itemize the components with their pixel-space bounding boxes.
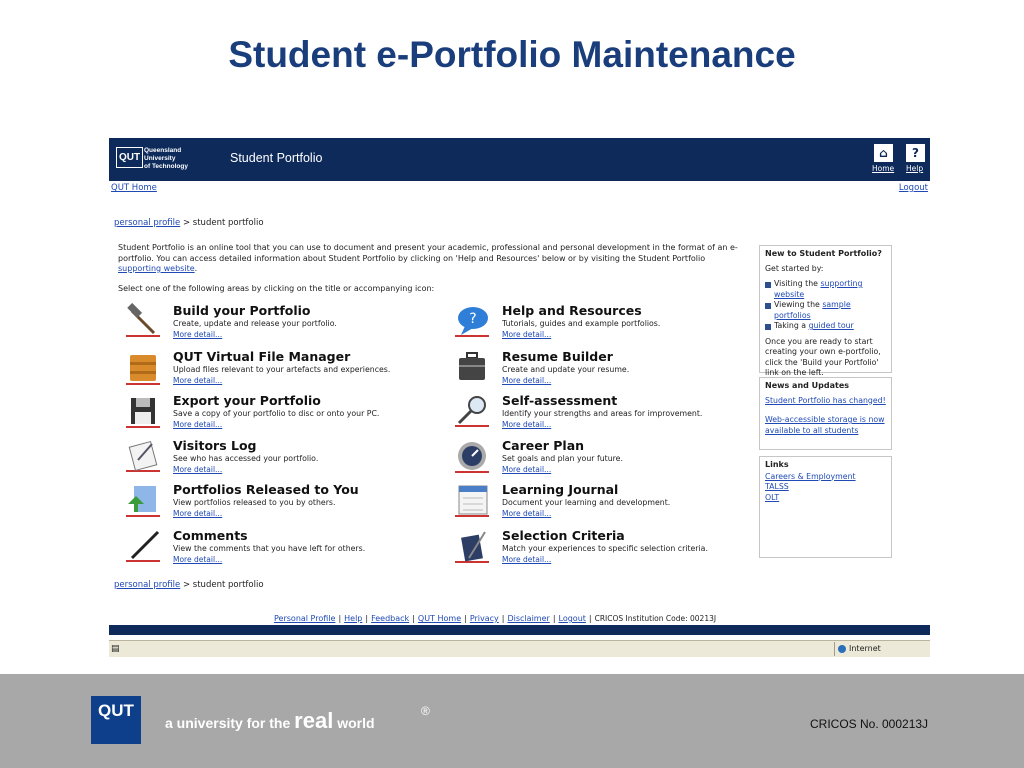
shared-folder-icon[interactable] bbox=[124, 482, 162, 518]
footer-cricos: CRICOS Institution Code: 00213J bbox=[594, 614, 717, 623]
item-desc: View portfolios released to you by others. bbox=[173, 498, 336, 507]
select-prompt: Select one of the following areas by clicking on the title or accompanying icon: bbox=[118, 284, 435, 293]
help-icon[interactable]: ? bbox=[906, 144, 925, 162]
breadcrumb-separator: > bbox=[180, 218, 193, 228]
intro-part-1: Student Portfolio is an online tool that you can use to document and present your academic, professional and personal development in the format of an e-portfolio. You can access detailed information about Student Portfolio by clicking on 'Help and Resources' below or by visiting the Student Portfolio bbox=[118, 243, 738, 263]
qut-logo: QUT bbox=[91, 696, 141, 744]
file-box-icon[interactable] bbox=[124, 349, 162, 385]
panel-title: New to Student Portfolio? bbox=[765, 249, 882, 258]
footer-disclaimer[interactable]: Disclaimer bbox=[507, 614, 550, 623]
bullet-text: Taking a bbox=[774, 321, 809, 330]
item-self-assessment[interactable] bbox=[453, 393, 783, 433]
separator: | bbox=[464, 614, 467, 623]
logo-line-2: University bbox=[144, 155, 176, 162]
slide-cricos: CRICOS No. 000213J bbox=[810, 717, 929, 731]
bullet-supporting-website bbox=[765, 279, 886, 300]
more-detail-link[interactable]: More detail... bbox=[502, 509, 552, 518]
news-item-storage[interactable]: Web-accessible storage is now available to all students bbox=[765, 415, 885, 435]
tagline bbox=[165, 708, 375, 734]
logo-line-3: of Technology bbox=[144, 163, 188, 170]
book-pen-icon[interactable] bbox=[453, 528, 491, 564]
breadcrumb-personal-profile[interactable]: personal profile bbox=[114, 580, 181, 590]
careers-link[interactable]: Careers & Employment bbox=[765, 471, 856, 481]
panel-subtitle: Get started by: bbox=[765, 263, 824, 273]
item-desc: Match your experiences to specific selection criteria. bbox=[502, 544, 708, 553]
item-virtual-file-manager[interactable] bbox=[124, 349, 454, 389]
more-detail-link[interactable]: More detail... bbox=[502, 555, 552, 564]
panel-title: News and Updates bbox=[765, 381, 850, 390]
separator: | bbox=[412, 614, 415, 623]
svg-text:?: ? bbox=[469, 311, 477, 327]
internet-zone bbox=[834, 642, 930, 656]
item-comments[interactable] bbox=[124, 528, 454, 568]
item-title[interactable]: Build your Portfolio bbox=[173, 303, 311, 318]
supporting-website-link[interactable]: supporting website bbox=[774, 279, 863, 299]
app-title: Student Portfolio bbox=[230, 151, 323, 165]
speech-bubble-icon[interactable] bbox=[453, 303, 491, 339]
logout-link[interactable]: Logout bbox=[898, 183, 928, 193]
separator: | bbox=[588, 614, 592, 623]
footer-feedback[interactable]: Feedback bbox=[371, 614, 410, 623]
item-desc: Save a copy of your portfolio to disc or onto your PC. bbox=[173, 409, 380, 418]
intro-part-2: . bbox=[194, 264, 198, 273]
item-portfolios-released[interactable] bbox=[124, 482, 454, 522]
bullet-sample-portfolios bbox=[765, 300, 886, 321]
item-title[interactable]: Resume Builder bbox=[502, 349, 613, 364]
item-title[interactable]: Visitors Log bbox=[173, 438, 257, 453]
sample-portfolios-link[interactable]: sample portfolios bbox=[774, 300, 851, 320]
site-header bbox=[109, 138, 930, 181]
links-panel bbox=[759, 456, 892, 558]
more-detail-link[interactable]: More detail... bbox=[173, 509, 223, 518]
new-to-portfolio-panel bbox=[759, 245, 892, 377]
item-visitors-log[interactable] bbox=[124, 438, 454, 478]
footer-help[interactable]: Help bbox=[344, 614, 363, 623]
more-detail-link[interactable]: More detail... bbox=[173, 555, 223, 564]
breadcrumb-personal-profile[interactable]: personal profile bbox=[114, 218, 181, 228]
logo-line-1: Queensland bbox=[144, 147, 182, 154]
more-detail-link[interactable]: More detail... bbox=[173, 420, 223, 429]
item-desc: View the comments that you have left for others. bbox=[173, 544, 366, 553]
item-title[interactable]: QUT Virtual File Manager bbox=[173, 349, 351, 364]
breadcrumb-separator: > bbox=[180, 580, 193, 590]
compass-icon[interactable] bbox=[453, 438, 491, 474]
panel-title: Links bbox=[765, 460, 789, 469]
separator: | bbox=[501, 614, 505, 623]
item-career-plan[interactable] bbox=[453, 438, 783, 478]
breadcrumb-bottom bbox=[114, 580, 264, 590]
footer-links bbox=[274, 614, 716, 623]
home-icon[interactable]: ⌂ bbox=[874, 144, 893, 162]
item-learning-journal[interactable] bbox=[453, 482, 783, 522]
bullet-text: Viewing the bbox=[774, 300, 823, 309]
separator: | bbox=[365, 614, 369, 623]
item-help-resources[interactable] bbox=[453, 303, 783, 343]
breadcrumb-current: student portfolio bbox=[192, 580, 264, 590]
news-panel bbox=[759, 377, 892, 450]
guided-tour-link[interactable]: guided tour bbox=[808, 321, 854, 330]
item-title[interactable]: Selection Criteria bbox=[502, 528, 625, 543]
bullet-text: Visiting the bbox=[774, 279, 821, 288]
intro-supporting-website-link[interactable]: supporting website bbox=[118, 264, 195, 273]
tagline-world: world bbox=[337, 715, 375, 731]
more-detail-link[interactable]: More detail... bbox=[502, 420, 552, 429]
help-link[interactable]: Help bbox=[906, 164, 924, 173]
breadcrumb bbox=[114, 218, 264, 228]
briefcase-icon[interactable] bbox=[453, 349, 491, 385]
qut-home-link[interactable]: QUT Home bbox=[111, 183, 157, 193]
olt-link[interactable]: OLT bbox=[765, 492, 780, 502]
footer-band bbox=[109, 625, 930, 635]
hammer-icon[interactable] bbox=[124, 303, 162, 339]
notepad-icon[interactable] bbox=[124, 438, 162, 474]
floppy-disk-icon[interactable] bbox=[124, 393, 162, 429]
item-title[interactable]: Comments bbox=[173, 528, 248, 543]
more-detail-link[interactable]: More detail... bbox=[502, 330, 552, 339]
tagline-prefix: a university for the bbox=[165, 715, 291, 731]
registered-mark: ® bbox=[421, 704, 430, 718]
item-desc: See who has accessed your portfolio. bbox=[173, 454, 319, 463]
intro-text bbox=[118, 243, 748, 275]
item-title[interactable]: Portfolios Released to You bbox=[173, 482, 359, 497]
breadcrumb-current: student portfolio bbox=[192, 218, 264, 228]
footer-personal-profile[interactable]: Personal Profile bbox=[274, 614, 336, 623]
bullet-guided-tour bbox=[765, 321, 886, 332]
footer-privacy[interactable]: Privacy bbox=[469, 614, 499, 623]
magnifier-icon[interactable] bbox=[453, 393, 491, 429]
item-build-portfolio[interactable] bbox=[124, 303, 454, 343]
more-detail-link[interactable]: More detail... bbox=[173, 376, 223, 385]
item-title[interactable]: Career Plan bbox=[502, 438, 585, 453]
qut-logo-text bbox=[144, 147, 188, 171]
more-detail-link[interactable]: More detail... bbox=[173, 330, 223, 339]
footer-qut-home[interactable]: QUT Home bbox=[417, 614, 462, 623]
news-item-changed[interactable]: Student Portfolio has changed! bbox=[765, 395, 886, 405]
browser-screenshot bbox=[109, 138, 930, 657]
pen-icon[interactable] bbox=[124, 528, 162, 564]
item-title[interactable]: Export your Portfolio bbox=[173, 393, 321, 408]
calendar-icon[interactable] bbox=[453, 482, 491, 518]
item-desc: Set goals and plan your future. bbox=[502, 454, 623, 463]
item-desc: Create, update and release your portfolio. bbox=[173, 319, 337, 328]
more-detail-link[interactable]: More detail... bbox=[502, 376, 552, 385]
qut-header-logo[interactable]: QUT bbox=[116, 147, 143, 168]
footer-logout[interactable]: Logout bbox=[558, 614, 586, 623]
item-export-portfolio[interactable] bbox=[124, 393, 454, 433]
browser-status-bar bbox=[109, 640, 930, 657]
home-link[interactable]: Home bbox=[872, 164, 895, 173]
talss-link[interactable]: TALSS bbox=[765, 482, 789, 491]
zone-label: Internet bbox=[849, 644, 881, 653]
item-desc: Create and update your resume. bbox=[502, 365, 630, 374]
item-desc: Identify your strengths and areas for improvement. bbox=[502, 409, 703, 418]
item-desc: Upload files relevant to your artefacts and experiences. bbox=[173, 365, 391, 374]
tagline-real: real bbox=[294, 708, 334, 733]
item-selection-criteria[interactable] bbox=[453, 528, 783, 568]
slide-title: Student e-Portfolio Maintenance bbox=[228, 34, 796, 75]
page-icon: ▤ bbox=[111, 644, 120, 654]
more-detail-link[interactable]: More detail... bbox=[173, 465, 223, 474]
panel-footer-text: Once you are ready to start creating your own e-portfolio, click the 'Build your Portfolio' link on the left. bbox=[765, 336, 881, 377]
item-desc: Document your learning and development. bbox=[502, 498, 671, 507]
more-detail-link[interactable]: More detail... bbox=[502, 465, 552, 474]
item-title[interactable]: Help and Resources bbox=[502, 303, 642, 318]
item-title[interactable]: Self-assessment bbox=[502, 393, 618, 408]
item-resume-builder[interactable] bbox=[453, 349, 783, 389]
item-desc: Tutorials, guides and example portfolios. bbox=[502, 319, 661, 328]
item-title[interactable]: Learning Journal bbox=[502, 482, 619, 497]
separator: | bbox=[552, 614, 556, 623]
separator: | bbox=[338, 614, 342, 623]
